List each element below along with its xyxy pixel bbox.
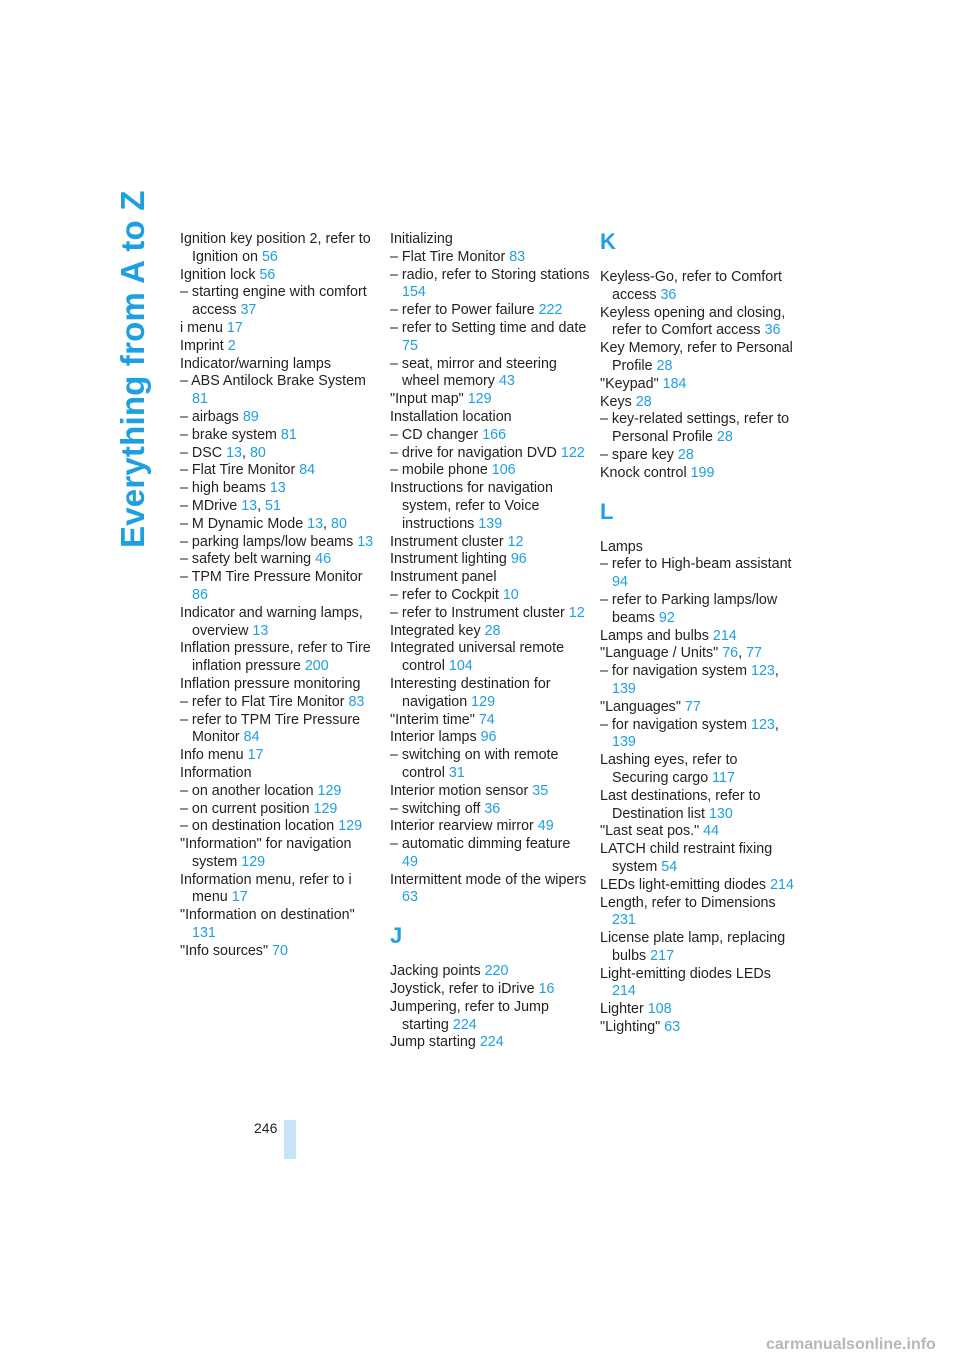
page-reference-link[interactable]: 166 bbox=[482, 426, 507, 443]
index-entry-text: Ignition key position 2, refer to Ignition on bbox=[180, 231, 371, 265]
index-entry-text: – brake system bbox=[180, 426, 277, 443]
page-reference-link[interactable]: 49 bbox=[402, 853, 418, 870]
index-entry-text: Jump starting bbox=[390, 1034, 476, 1051]
index-entry-text: – Flat Tire Monitor bbox=[180, 462, 296, 479]
index-entry bbox=[600, 699, 796, 717]
index-entry bbox=[600, 592, 796, 628]
index-entry: – DSC 13, 80 bbox=[180, 444, 266, 461]
index-entry-text: Last destinations, refer to Destination list bbox=[600, 787, 761, 822]
page-reference-link[interactable]: 17 bbox=[247, 747, 264, 764]
index-entry bbox=[180, 676, 376, 694]
page-reference-link[interactable]: 129 bbox=[471, 693, 496, 710]
index-entry-text: i menu bbox=[180, 319, 223, 336]
index-entry bbox=[180, 801, 376, 819]
index-entry-text: – key-related settings, refer to Personal Profile bbox=[600, 411, 790, 446]
index-entry-text: Instrument cluster bbox=[390, 533, 504, 550]
index-entry bbox=[180, 605, 376, 641]
index-entry-text: Jacking points bbox=[390, 963, 481, 980]
index-entry bbox=[180, 747, 376, 765]
index-entry-text: Jumpering, refer to Jump starting bbox=[390, 998, 549, 1033]
page-reference-link[interactable]: 35 bbox=[532, 782, 549, 799]
page-reference-link[interactable]: 80 bbox=[249, 444, 266, 461]
index-entry-text: – drive for navigation DVD bbox=[390, 444, 557, 461]
index-entry-text: Instrument lighting bbox=[390, 551, 507, 568]
index-entry bbox=[180, 872, 376, 908]
index-entry-text: – refer to TPM Tire Pressure Monitor bbox=[180, 711, 361, 746]
index-entry-text: – on another location bbox=[180, 782, 314, 799]
page-reference-link[interactable]: 28 bbox=[716, 429, 733, 446]
index-entry bbox=[390, 302, 590, 320]
page-reference-link[interactable]: 36 bbox=[660, 286, 677, 303]
index-entry bbox=[390, 605, 590, 623]
index-entry bbox=[390, 872, 590, 908]
index-entry bbox=[600, 841, 796, 877]
index-entry bbox=[180, 551, 376, 569]
index-entry bbox=[180, 712, 376, 748]
watermark: carmanualsonline.info bbox=[766, 1336, 936, 1353]
index-entry-text: Information menu, refer to i menu bbox=[180, 871, 352, 906]
index-entry bbox=[600, 752, 796, 788]
index-entry-text: – on destination location bbox=[180, 818, 335, 835]
page-reference-link[interactable]: 13 bbox=[269, 480, 286, 497]
page-number: 246 bbox=[254, 1120, 278, 1136]
page-reference-link[interactable]: 84 bbox=[243, 729, 260, 746]
page-reference-link[interactable]: 217 bbox=[650, 947, 675, 964]
index-entry-text: Info menu bbox=[180, 747, 244, 764]
index-letter-heading: K bbox=[600, 229, 616, 254]
page-reference-link[interactable]: 129 bbox=[467, 391, 492, 408]
page-reference-link[interactable]: 224 bbox=[452, 1016, 477, 1033]
index-entry-text: Initializing bbox=[390, 231, 453, 247]
index-entry bbox=[390, 231, 590, 249]
page-reference-link[interactable]: 96 bbox=[480, 729, 497, 746]
index-entry-text: Inflation pressure, refer to Tire inflation pressure bbox=[180, 640, 371, 675]
index-entry bbox=[180, 427, 376, 445]
page-reference-link[interactable]: 129 bbox=[313, 800, 338, 817]
index-entry-text: "Lighting" bbox=[600, 1019, 661, 1036]
index-entry-text: "Keypad" bbox=[600, 375, 659, 392]
index-entry-text: – starting engine with comfort access bbox=[180, 284, 367, 319]
page-reference-link[interactable]: 77 bbox=[684, 698, 701, 715]
index-entry-text: – mobile phone bbox=[390, 462, 488, 479]
page-reference-link[interactable]: 43 bbox=[498, 373, 515, 390]
index-entry-text: "Information" for navigation system bbox=[180, 836, 352, 870]
page-reference-link[interactable]: 36 bbox=[484, 800, 501, 817]
index-entry: – for navigation system 123, 139 bbox=[600, 716, 779, 751]
index-entry-text: Interesting destination for navigation bbox=[390, 675, 551, 710]
page-reference-link[interactable]: 37 bbox=[240, 302, 257, 319]
index-entry-text: – refer to Flat Tire Monitor bbox=[180, 693, 345, 710]
index-entry-text: Ignition lock bbox=[180, 266, 256, 283]
index-entry bbox=[180, 320, 376, 338]
index-entry bbox=[600, 628, 796, 646]
index-entry-text: – spare key bbox=[600, 446, 674, 463]
page-reference-link[interactable]: 46 bbox=[315, 551, 332, 568]
page-reference-link[interactable]: 75 bbox=[402, 337, 418, 354]
index-entry-text: "Language / Units" bbox=[600, 645, 719, 662]
page-reference-link[interactable]: 70 bbox=[272, 942, 288, 959]
page-reference-link[interactable]: 81 bbox=[280, 426, 297, 443]
page-reference-link[interactable]: 63 bbox=[664, 1019, 681, 1036]
index-entry-text: Interior motion sensor bbox=[390, 782, 529, 799]
index-entry bbox=[390, 445, 590, 463]
page-reference-link[interactable]: 139 bbox=[478, 515, 503, 532]
index-entry bbox=[180, 765, 376, 783]
page-reference-link[interactable]: 13 bbox=[307, 515, 324, 532]
index-entry-text: Lamps bbox=[600, 538, 643, 555]
page-reference-link[interactable]: 83 bbox=[509, 248, 526, 265]
page-reference-link[interactable]: 80 bbox=[331, 515, 347, 532]
page-reference-link[interactable]: 129 bbox=[338, 818, 363, 835]
index-entry bbox=[390, 712, 590, 730]
page-reference-link[interactable]: 131 bbox=[192, 925, 216, 942]
index-entry-text: – M Dynamic Mode bbox=[180, 515, 304, 532]
index-entry bbox=[600, 465, 796, 483]
index-entry bbox=[180, 694, 376, 712]
index-entry-text: – refer to Parking lamps/low beams bbox=[600, 591, 778, 626]
index-entry: – for navigation system 123, 139 bbox=[600, 663, 779, 697]
index-entry bbox=[390, 623, 590, 641]
index-entry bbox=[180, 338, 376, 356]
index-entry-text: Knock control bbox=[600, 464, 687, 481]
page-reference-link[interactable]: 231 bbox=[612, 912, 636, 929]
index-entry-text: – for navigation system bbox=[600, 716, 748, 733]
index-entry bbox=[180, 569, 376, 605]
index-entry bbox=[180, 356, 376, 374]
page-reference-link[interactable]: 56 bbox=[261, 248, 278, 265]
index-entry bbox=[180, 373, 376, 409]
index-entry-text: Keys bbox=[600, 393, 632, 410]
index-entry-text: Keyless opening and closing, refer to Comfort access bbox=[600, 304, 786, 339]
page-reference-link[interactable]: 56 bbox=[259, 266, 276, 283]
index-entry-text: – airbags bbox=[180, 408, 239, 425]
index-entry-text: Inflation pressure monitoring bbox=[180, 675, 361, 692]
page-reference-link[interactable]: 2 bbox=[227, 337, 236, 354]
index-entry-text: "Last seat pos." bbox=[600, 823, 700, 840]
index-entry-text: – for navigation system bbox=[600, 663, 748, 680]
index-entry-text: – seat, mirror and steering wheel memory bbox=[390, 355, 557, 390]
page-reference-link[interactable]: 89 bbox=[242, 408, 259, 425]
page-reference-link[interactable]: 16 bbox=[538, 981, 555, 998]
index-entry-text: Indicator and warning lamps, overview bbox=[180, 604, 363, 639]
page-reference-link[interactable]: 129 bbox=[317, 782, 342, 799]
index-entry bbox=[180, 943, 376, 961]
index-entry-text: Indicator/warning lamps bbox=[180, 355, 331, 372]
index-entry-text: – CD changer bbox=[390, 426, 479, 443]
index-entry: "Language / Units" 76, 77 bbox=[600, 645, 762, 662]
index-entry bbox=[180, 480, 376, 498]
page-reference-link[interactable]: 123 bbox=[751, 716, 775, 733]
index-entry bbox=[600, 788, 796, 824]
index-entry-text: Instructions for navigation system, refer to Voice instructions bbox=[390, 480, 553, 532]
index-entry-text: – switching on with remote control bbox=[390, 747, 559, 781]
page-reference-link[interactable]: 51 bbox=[265, 497, 281, 514]
index-column-3 bbox=[600, 231, 796, 1037]
page-reference-link[interactable]: 49 bbox=[537, 818, 554, 835]
index-entry bbox=[180, 907, 376, 943]
index-entry bbox=[600, 539, 796, 557]
index-entry-text: – on current position bbox=[180, 800, 310, 817]
index-entry bbox=[390, 267, 590, 303]
page-reference-link[interactable]: 224 bbox=[479, 1034, 504, 1051]
index-entry bbox=[390, 249, 590, 267]
page-reference-link[interactable]: 54 bbox=[661, 858, 678, 875]
page-reference-link[interactable]: 84 bbox=[299, 462, 316, 479]
page-reference-link[interactable]: 17 bbox=[226, 319, 243, 336]
index-entry-text: – refer to Cockpit bbox=[390, 586, 499, 603]
index-entry bbox=[180, 534, 376, 552]
index-entry bbox=[390, 729, 590, 747]
index-entry bbox=[600, 895, 796, 931]
index-entry-text: Integrated universal remote control bbox=[390, 640, 565, 675]
page-reference-link[interactable]: 13 bbox=[357, 533, 374, 550]
index-entry-text: – refer to High-beam assistant bbox=[600, 556, 792, 573]
index-entry bbox=[600, 930, 796, 966]
index-entry-text: "Information on destination" bbox=[180, 907, 355, 924]
index-entry-text: – switching off bbox=[390, 800, 481, 817]
index-entry bbox=[180, 409, 376, 427]
index-entry-text: Interior rearview mirror bbox=[390, 818, 534, 835]
page-reference-link[interactable]: 222 bbox=[538, 302, 563, 319]
index-entry bbox=[390, 640, 590, 676]
index-entry bbox=[390, 391, 590, 409]
index-entry-text: – radio, refer to Storing stations bbox=[390, 266, 590, 283]
index-entry-text: – DSC bbox=[180, 444, 223, 461]
index-entry bbox=[600, 411, 796, 447]
page-reference-link[interactable]: 122 bbox=[560, 444, 585, 461]
index-entry bbox=[390, 569, 590, 587]
index-entry bbox=[180, 231, 376, 267]
page-reference-link[interactable]: 13 bbox=[252, 622, 269, 639]
index-entry bbox=[390, 320, 590, 356]
index-entry-text: – automatic dimming feature bbox=[390, 836, 571, 853]
page-reference-link[interactable]: 199 bbox=[690, 464, 715, 481]
index-entry bbox=[390, 676, 590, 712]
index-entry-text: – refer to Power failure bbox=[390, 302, 535, 319]
index-entry-text: License plate lamp, replacing bulbs bbox=[600, 930, 786, 964]
index-entry bbox=[600, 447, 796, 465]
page-reference-link[interactable]: 28 bbox=[635, 393, 652, 410]
index-entry-text: Intermittent mode of the wipers bbox=[390, 871, 587, 888]
index-entry: – M Dynamic Mode 13, 80 bbox=[180, 515, 347, 532]
page-reference-link[interactable]: 129 bbox=[241, 853, 266, 870]
page-reference-link[interactable]: 77 bbox=[746, 645, 762, 662]
index-entry-text: "Info sources" bbox=[180, 942, 269, 959]
page-reference-link[interactable]: 44 bbox=[703, 823, 720, 840]
index-letter-heading: J bbox=[390, 923, 403, 949]
index-entry-text: Key Memory, refer to Personal Profile bbox=[600, 340, 793, 374]
page-reference-link[interactable]: 184 bbox=[662, 375, 687, 392]
index-entry-text: – parking lamps/low beams bbox=[180, 533, 354, 550]
index-entry bbox=[390, 818, 590, 836]
index-entry bbox=[390, 551, 590, 569]
index-entry-text: Lashing eyes, refer to Securing cargo bbox=[600, 752, 738, 786]
index-entry bbox=[390, 534, 590, 552]
index-entry bbox=[600, 305, 796, 341]
index-entry: – MDrive 13, 51 bbox=[180, 497, 281, 514]
index-entry bbox=[390, 747, 590, 783]
index-entry-text: Light-emitting diodes LEDs bbox=[600, 965, 771, 982]
index-entry bbox=[390, 981, 590, 999]
index-entry bbox=[390, 480, 590, 533]
page-reference-link[interactable]: 81 bbox=[192, 391, 208, 408]
index-entry-text: – TPM Tire Pressure Monitor bbox=[180, 569, 363, 586]
index-entry-text: – Flat Tire Monitor bbox=[390, 248, 506, 265]
index-entry bbox=[390, 783, 590, 801]
page-marker-bar bbox=[284, 1120, 296, 1159]
page-reference-link[interactable]: 76 bbox=[722, 645, 739, 662]
index-entry-text: – high beams bbox=[180, 480, 266, 497]
section-side-title: Everything from A to Z bbox=[114, 190, 151, 548]
index-entry-text: Lamps and bulbs bbox=[600, 627, 709, 644]
page-reference-link[interactable]: 92 bbox=[658, 609, 675, 626]
index-entry bbox=[600, 394, 796, 412]
page-reference-link[interactable]: 117 bbox=[712, 769, 735, 786]
page-reference-link[interactable]: 83 bbox=[348, 693, 365, 710]
index-entry bbox=[390, 409, 590, 427]
page-reference-link[interactable]: 13 bbox=[241, 497, 258, 514]
page-reference-link[interactable]: 13 bbox=[226, 444, 242, 461]
page-reference-link[interactable]: 106 bbox=[491, 462, 516, 479]
index-entry bbox=[390, 999, 590, 1035]
index-entry bbox=[390, 801, 590, 819]
index-entry-text: – refer to Setting time and date bbox=[390, 319, 587, 336]
index-entry-text: LATCH child restraint fixing system bbox=[600, 841, 773, 875]
index-entry-text: "Input map" bbox=[390, 391, 464, 408]
page-reference-link[interactable]: 108 bbox=[647, 1001, 672, 1018]
index-entry bbox=[600, 556, 796, 592]
index-entry bbox=[390, 963, 590, 981]
page-reference-link[interactable]: 28 bbox=[656, 357, 673, 374]
index-entry-text: "Languages" bbox=[600, 698, 681, 715]
index-entry bbox=[600, 877, 796, 895]
page-reference-link[interactable]: 86 bbox=[192, 586, 208, 603]
index-entry-text: Joystick, refer to iDrive bbox=[390, 981, 535, 998]
index-entry-text: Lighter bbox=[600, 1001, 644, 1018]
index-entry bbox=[600, 1001, 796, 1019]
page-reference-link[interactable]: 214 bbox=[612, 983, 636, 1000]
index-entry-text: Information bbox=[180, 764, 252, 781]
page-reference-link[interactable]: 104 bbox=[448, 658, 473, 675]
page-reference-link[interactable]: 139 bbox=[612, 734, 636, 751]
index-entry bbox=[180, 836, 376, 872]
page-reference-link[interactable]: 200 bbox=[304, 658, 329, 675]
index-entry bbox=[390, 587, 590, 605]
page-reference-link[interactable]: 28 bbox=[484, 622, 501, 639]
page-reference-link[interactable]: 36 bbox=[764, 322, 781, 339]
page-reference-link[interactable]: 63 bbox=[402, 889, 418, 906]
index-entry bbox=[180, 818, 376, 836]
index-entry-text: – refer to Instrument cluster bbox=[390, 604, 565, 621]
page-reference-link[interactable]: 130 bbox=[708, 805, 733, 822]
page-reference-link[interactable]: 10 bbox=[502, 586, 519, 603]
index-entry bbox=[180, 284, 376, 320]
page-reference-link[interactable]: 94 bbox=[612, 574, 628, 591]
index-entry bbox=[600, 823, 796, 841]
index-entry bbox=[600, 966, 796, 1002]
page-reference-link[interactable]: 74 bbox=[478, 711, 495, 728]
index-entry bbox=[180, 783, 376, 801]
page-reference-link[interactable]: 214 bbox=[770, 876, 794, 893]
index-entry-text: Installation location bbox=[390, 408, 512, 425]
page-reference-link[interactable]: 28 bbox=[677, 446, 694, 463]
index-entry bbox=[390, 427, 590, 445]
index-column-2 bbox=[390, 231, 590, 1052]
index-entry-text: Integrated key bbox=[390, 622, 481, 639]
index-column-1 bbox=[180, 231, 376, 961]
index-entry-text: – MDrive bbox=[180, 497, 238, 514]
index-entry bbox=[180, 267, 376, 285]
index-entry bbox=[600, 269, 796, 305]
index-entry bbox=[390, 356, 590, 392]
page-reference-link[interactable]: 139 bbox=[612, 680, 636, 697]
index-entry-text: "Interim time" bbox=[390, 711, 475, 728]
index-entry-text: Instrument panel bbox=[390, 569, 497, 586]
index-entry-text: – ABS Antilock Brake System bbox=[180, 373, 366, 390]
index-entry-text: Imprint bbox=[180, 337, 224, 354]
index-entry-text: Interior lamps bbox=[390, 729, 477, 746]
index-entry bbox=[390, 1034, 590, 1052]
page-reference-link[interactable]: 12 bbox=[507, 533, 524, 550]
page-reference-link[interactable]: 12 bbox=[568, 604, 585, 621]
page-reference-link[interactable]: 154 bbox=[402, 284, 426, 301]
index-entry bbox=[600, 1019, 796, 1037]
index-entry bbox=[600, 340, 796, 376]
index-entry bbox=[390, 836, 590, 872]
page-reference-link[interactable]: 17 bbox=[231, 889, 248, 906]
page-reference-link[interactable]: 220 bbox=[484, 963, 509, 980]
index-letter-heading: L bbox=[600, 498, 614, 524]
index-entry bbox=[390, 462, 590, 480]
page-reference-link[interactable]: 123 bbox=[751, 663, 775, 680]
index-entry bbox=[180, 462, 376, 480]
index-entry-text: Length, refer to Dimensions bbox=[600, 894, 776, 911]
index-entry bbox=[180, 640, 376, 676]
index-entry-text: – safety belt warning bbox=[180, 551, 312, 568]
index-entry-text: Keyless-Go, refer to Comfort access bbox=[600, 269, 782, 303]
page-reference-link[interactable]: 96 bbox=[510, 551, 527, 568]
index-entry bbox=[600, 376, 796, 394]
page-reference-link[interactable]: 214 bbox=[712, 627, 737, 644]
page-reference-link[interactable]: 31 bbox=[448, 764, 465, 781]
index-entry-text: LEDs light-emitting diodes bbox=[600, 876, 767, 893]
